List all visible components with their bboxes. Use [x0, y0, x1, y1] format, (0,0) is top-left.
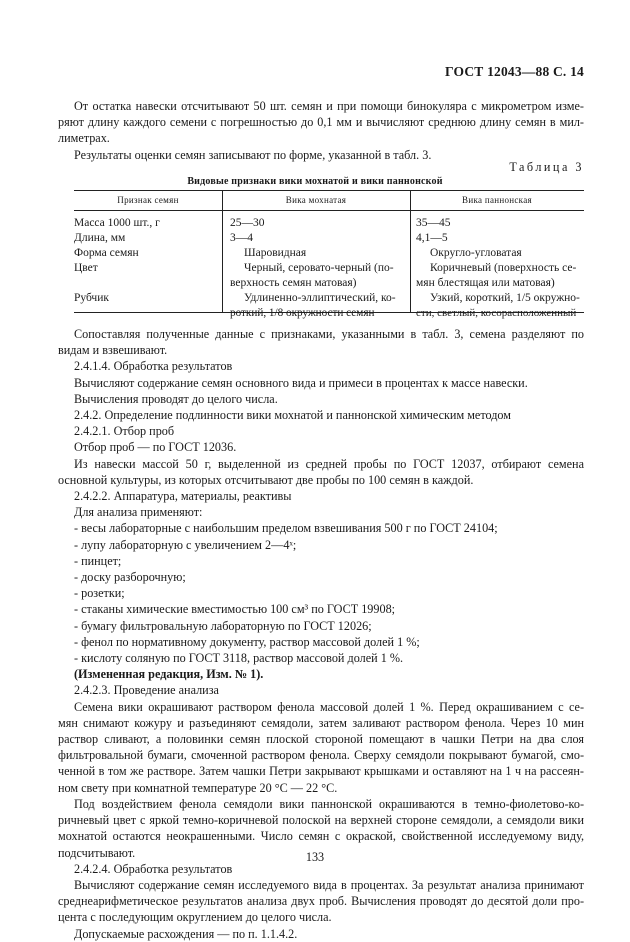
body-line: Вычисления проводят до целого числа. — [74, 391, 278, 406]
body-line: основной культуры, из которых отсчитывают две пробы по 100 семян в каждой. — [58, 472, 474, 487]
body-line: подсчитывают. — [58, 845, 136, 860]
row-length-pannonian: 4,1—5 — [416, 232, 448, 244]
intro-paragraph — [58, 98, 584, 163]
body-line: мян снимают кожуру и разъединяют семядоли, затем заливают раствором фенола. Через 10 мин — [58, 715, 584, 730]
list-item: - розетки; — [74, 586, 125, 601]
body-line: Вычисляют содержание семян исследуемого вида в процентах. За результат анализа принимают — [74, 877, 584, 892]
body-line: видам и взвешивают. — [58, 343, 168, 358]
body-line: мохнатой остаются неокрашенными. Число семян с окраской, свойственной исследуемому виду, — [58, 829, 584, 844]
body-line: ченной в том же растворе. Затем чашки Петри закрывают крышками и оставляют на 1 ч на рассеян- — [58, 764, 584, 779]
row-color-hairy-1: Черный, серовато-черный (по- — [244, 262, 394, 274]
row-hilum-hairy-1: Удлиненно-эллиптический, ко- — [244, 292, 396, 304]
body-line: Отбор проб — по ГОСТ 12036. — [74, 440, 237, 455]
intro-line-1: От остатка навески отсчитывают 50 шт. семян и при помощи бинокуляра с микрометром изме- — [74, 99, 584, 113]
table-header-rule — [74, 210, 584, 211]
row-color-pannonian-2: мян блестящая или матовая) — [416, 277, 555, 289]
list-item: - бумагу фильтровальную лабораторную по ГОСТ 12026; — [74, 618, 372, 633]
row-mass-pannonian: 35—45 — [416, 217, 451, 229]
table-top-rule — [74, 190, 584, 191]
body-line: Из навески массой 50 г, выделенной из средней пробы по ГОСТ 12037, отбирают семена — [74, 456, 584, 471]
section-heading-2-4-2-4: 2.4.2.4. Обработка результатов — [74, 861, 233, 876]
body-line: Вычисляют содержание семян основного вида и примеси в процентах к массе навески. — [74, 375, 528, 390]
body-line: среднеарифметическое результатов анализа двух проб. Вычисления проводят до десятой доли про- — [58, 894, 584, 909]
table-title: Видовые признаки вики мохнатой и вики паннонской — [187, 176, 443, 187]
section-heading-2-4-2-3: 2.4.2.3. Проведение анализа — [74, 683, 219, 698]
body-line: Сопоставляя полученные данные с признаками, указанными в табл. 3, семена разделяют по — [74, 327, 584, 341]
row-length-feature: Длина, мм — [74, 232, 126, 244]
body-line: фильтровальной бумаги, смоченной раствором фенола. Сверху семядоли покрывают бумагой, смо- — [58, 748, 584, 763]
row-length-hairy: 3—4 — [230, 232, 253, 244]
body-line: ном свету при комнатной температуре 20 °С — 22 °С. — [58, 780, 338, 795]
table-label: Таблица 3 — [509, 160, 584, 174]
row-hilum-feature: Рубчик — [74, 292, 109, 304]
row-color-feature: Цвет — [74, 262, 98, 274]
intro-line-4: Результаты оценки семян записывают по форме, указанной в табл. 3. — [74, 147, 432, 162]
list-item: - стаканы химические вместимостью 100 см³ по ГОСТ 19908; — [74, 602, 396, 617]
list-item: - кислоту соляную по ГОСТ 3118, раствор массовой долей 1 %. — [74, 651, 404, 666]
row-color-pannonian-1: Коричневый (поверхность се- — [430, 262, 577, 274]
section-heading-2-4-2-2: 2.4.2.2. Аппаратура, материалы, реактивы — [74, 489, 292, 504]
table-header-hairy: Вика мохнатая — [285, 195, 347, 205]
body-line: цента с последующим округлением до целого числа. — [58, 910, 332, 925]
row-hilum-pannonian-2: сти, светлый, косорасположенный — [416, 307, 577, 319]
row-shape-hairy: Шаровидная — [244, 247, 307, 259]
section-heading-2-4-2-1: 2.4.2.1. Отбор проб — [74, 424, 175, 439]
row-mass-feature: Масса 1000 шт., г — [74, 217, 160, 229]
body-line: Под воздействием фенола семядоли вики паннонской окрашиваются в темно-фиолетово-ко- — [74, 796, 584, 811]
body-line: Для анализа применяют: — [74, 505, 203, 520]
row-shape-feature: Форма семян — [74, 247, 139, 259]
list-item: - доску разборочную; — [74, 570, 186, 585]
table-header-feature: Признак семян — [117, 195, 179, 205]
list-item: - пинцет; — [74, 553, 122, 568]
row-color-hairy-2: верхность семян матовая) — [230, 277, 357, 289]
list-item: - фенол по нормативному документу, раствор массовой долей 1 %; — [74, 634, 420, 649]
body-line: Семена вики окрашивают раствором фенола массовой долей 1 %. Перед окрашиванием с се- — [74, 699, 584, 714]
seed-features-table — [74, 190, 584, 319]
page-header: ГОСТ 12043—88 С. 14 — [445, 64, 584, 79]
table-col-divider-1 — [222, 190, 223, 312]
row-hilum-hairy-2: роткий, 1/8 окружности семян — [230, 307, 375, 319]
row-shape-pannonian: Округло-угловатая — [430, 247, 522, 259]
body-line: ричневый цвет с яркой темно-коричневой полоской на верхней стороне семядоли, а семядоли вики — [58, 813, 584, 828]
row-hilum-pannonian-1: Узкий, короткий, 1/5 окружно- — [430, 292, 580, 304]
table-header-pannonian: Вика паннонская — [462, 195, 532, 205]
body-line: раствор сливают, а половинки семян плоской стороной помещают в чашки Петри на два слоя — [58, 732, 584, 747]
table-col-divider-2 — [410, 190, 411, 312]
amendment-note: (Измененная редакция, Изм. № 1). — [74, 667, 264, 682]
intro-line-3: лиметрах. — [58, 131, 110, 146]
page-number: 133 — [305, 850, 325, 864]
section-heading-2-4-2: 2.4.2. Определение подлинности вики мохнатой и паннонской химическим методом — [74, 408, 512, 423]
list-item: - весы лабораторные с наибольшим пределом взвешивания 500 г по ГОСТ 24104; — [74, 521, 498, 536]
intro-line-2: ряют длину каждого семени с погрешностью до 0,1 мм и вычисляют среднюю длину семян в мил- — [58, 115, 584, 130]
section-heading-2-4-1-4: 2.4.1.4. Обработка результатов — [74, 359, 233, 374]
row-mass-hairy: 25—30 — [230, 217, 265, 229]
body-line: Допускаемые расхождения — по п. 1.1.4.2. — [74, 926, 298, 941]
list-item: - лупу лабораторную с увеличением 2—4ˣ; — [74, 537, 297, 552]
